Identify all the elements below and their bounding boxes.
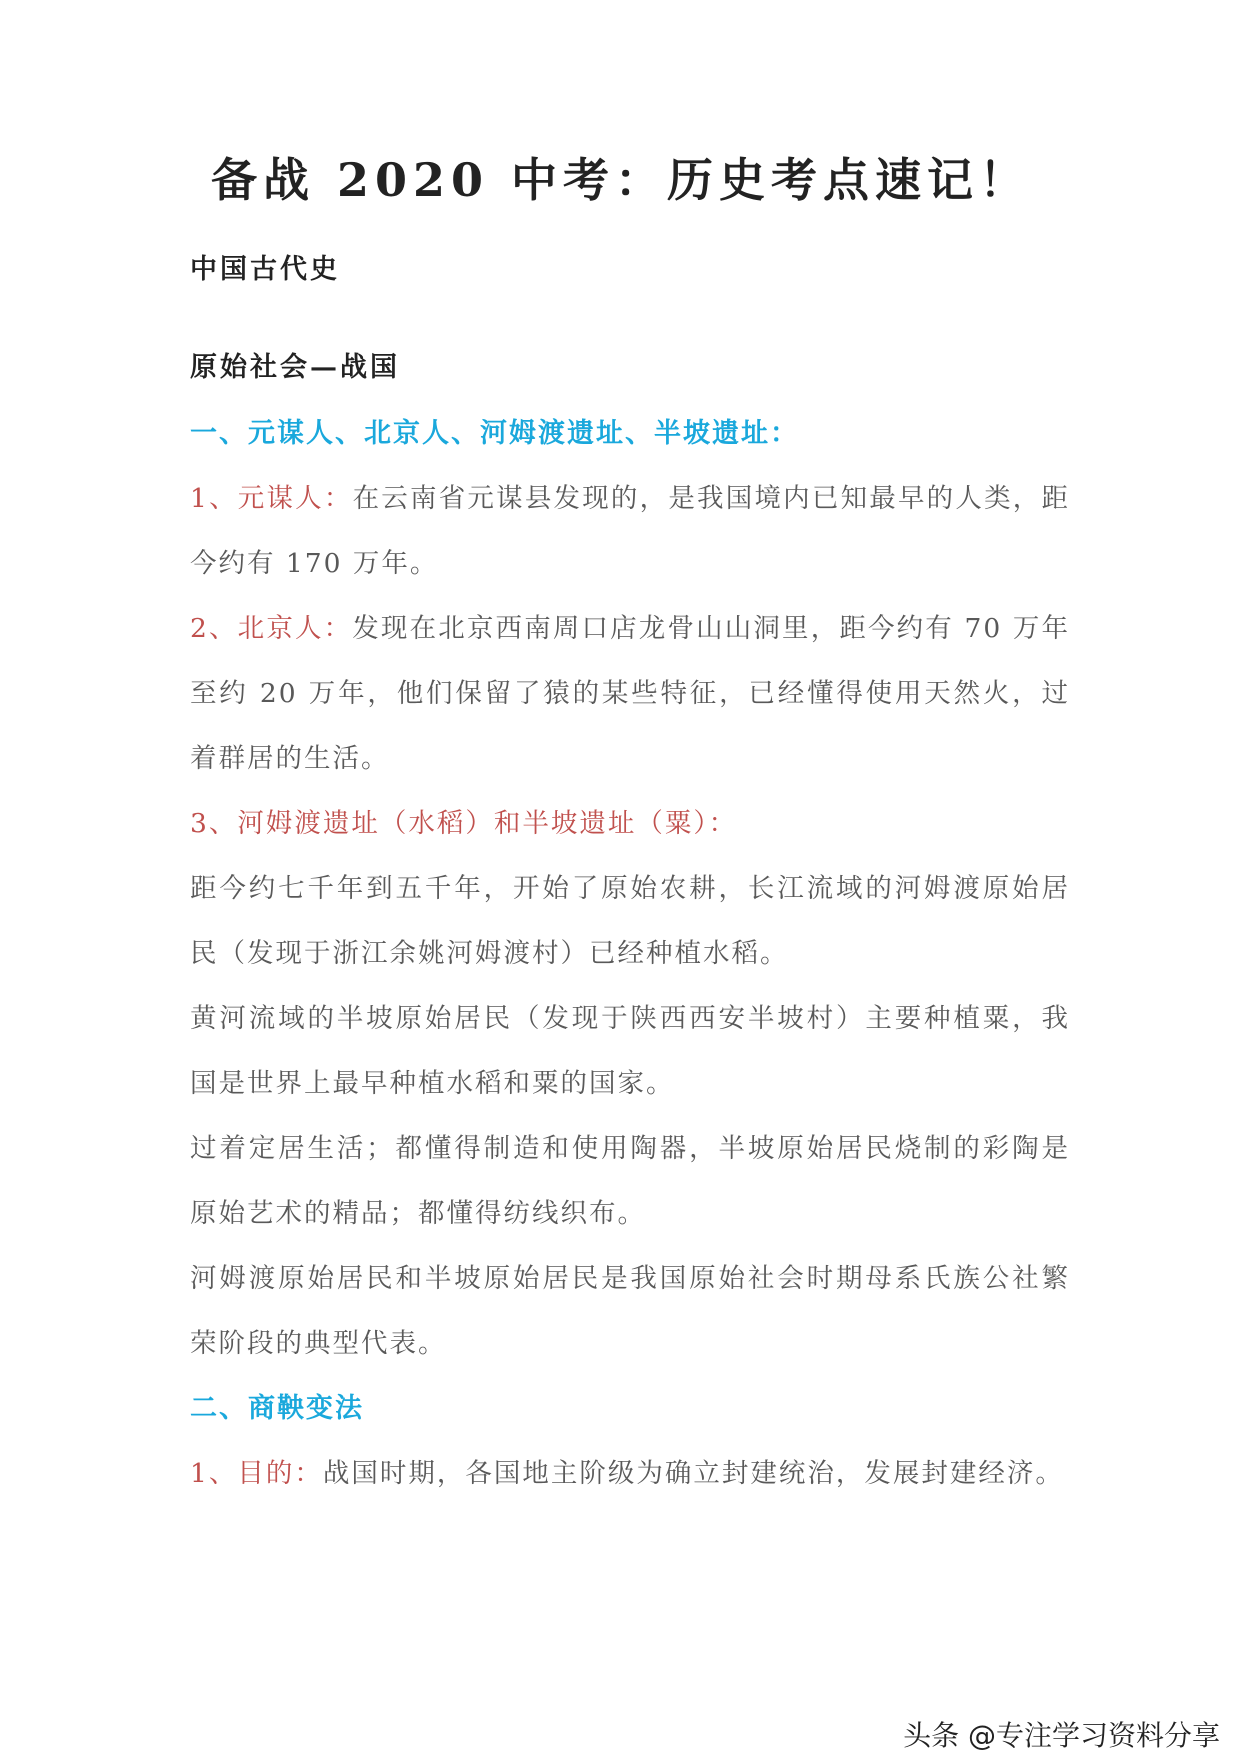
watermark-text: 头条 @专注学习资料分享 xyxy=(903,1719,1220,1752)
item-purpose xyxy=(190,1441,1070,1506)
item-peking xyxy=(190,596,1070,791)
paragraph-matrilineal: 河姆渡原始居民和半坡原始居民是我国原始社会时期母系氏族公社繁荣阶段的典型代表。 xyxy=(190,1263,1070,1359)
section-label-ancient-history: 中国古代史 xyxy=(190,254,340,285)
item-hemudu-banpo-label: 3、河姆渡遗址（水稻）和半坡遗址（粟）： xyxy=(190,808,738,839)
item-purpose-label: 1、目的： xyxy=(190,1458,323,1489)
paragraph-pottery: 过着定居生活；都懂得制造和使用陶器，半坡原始居民烧制的彩陶是原始艺术的精品；都懂得纺线织布。 xyxy=(190,1133,1070,1229)
item-yuanmou-text: 在云南省元谋县发现的，是我国境内已知最早的人类，距今约有 170 万年。 xyxy=(190,483,1070,579)
section2-heading: 二、商鞅变法 xyxy=(190,1393,364,1424)
document-title: 备战 2020 中考：历史考点速记！ xyxy=(210,153,1032,207)
paragraph-farming: 距今约七千年到五千年，开始了原始农耕，长江流域的河姆渡原始居民（发现于浙江余姚河姆渡村）已经种植水稻。 xyxy=(190,873,1070,969)
era-label: 原始社会—战国 xyxy=(190,352,400,383)
paragraph-banpo: 黄河流域的半坡原始居民（发现于陕西西安半坡村）主要种植粟，我国是世界上最早种植水稻和粟的国家。 xyxy=(190,1003,1070,1099)
item-peking-label: 2、北京人： xyxy=(190,613,353,644)
section1-heading: 一、元谋人、北京人、河姆渡遗址、半坡遗址： xyxy=(190,418,799,449)
document-body xyxy=(190,248,1070,1506)
item-yuanmou xyxy=(190,466,1070,596)
item-yuanmou-label: 1、元谋人： xyxy=(190,483,353,514)
item-purpose-text: 战国时期，各国地主阶级为确立封建统治，发展封建经济。 xyxy=(322,1458,1064,1489)
item-peking-text: 发现在北京西南周口店龙骨山山洞里，距今约有 70 万年至约 20 万年，他们保留了猿的某些特征，已经懂得使用天然火，过着群居的生活。 xyxy=(190,613,1070,774)
